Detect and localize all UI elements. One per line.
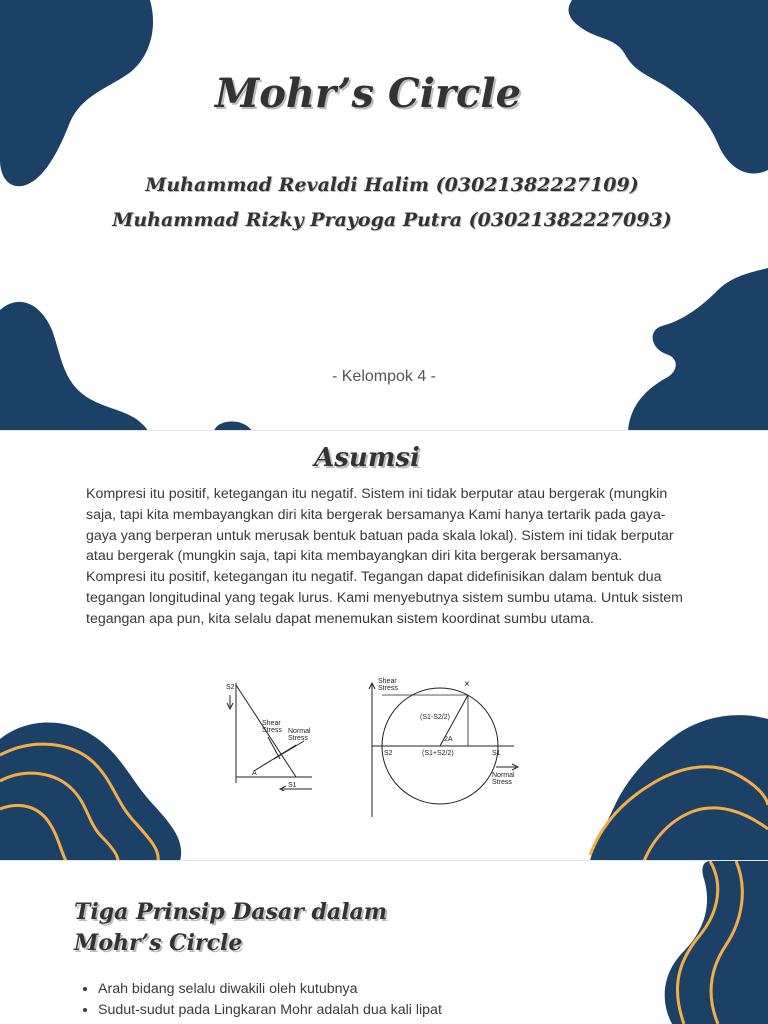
shear-stress-label: Stress	[262, 727, 282, 734]
paragraph: Kompresi itu positif, ketegangan itu negatif. Sistem ini tidak berputar atau bergerak (mungkin saja, tapi kita membayangkan diri kita bergerak bersamanya Kami hanya tertarik pada gaya-gaya yang berperan untuk merusak bentuk batuan pada skala lokal). Sistem ini tidak berputar atau bergerak (mungkin saja, tapi kita membayangkan diri kita bergerak bersamanya. Kompresi itu positif, ketegangan itu negatif. Tegangan dapat didefinisikan dalam bentuk dua tegangan longitudinal yang tegak lurus. Kami menyebutnya sistem sumbu utama. Untuk sistem tegangan apa pun, kita selalu dapat menemukan sistem koordinat sumbu utama.	[86, 486, 683, 627]
author-name: Muhammad Revaldi Halim (03021382227109)	[145, 174, 639, 196]
author-name: Muhammad Rizky Prayoga Putra (03021382227093)	[112, 209, 672, 231]
assumptions-slide	[0, 431, 768, 861]
list-item: • Sudut-sudut pada Lingkaran Mohr adalah dua kali lipat	[98, 1000, 442, 1021]
center-label: (S1+S2/2)	[422, 750, 454, 757]
principles-list	[80, 979, 442, 1021]
blob-contour-right	[584, 711, 768, 861]
blob-bottom-left	[0, 290, 260, 431]
two-a-label: 2A	[444, 736, 453, 743]
s2-label: S2	[384, 750, 393, 757]
cover-slide	[0, 0, 768, 431]
title-line: Tiga Prinsip Dasar dalam	[74, 899, 388, 925]
angle-label: A	[252, 770, 257, 777]
group-label: - Kelompok 4 -	[331, 368, 437, 385]
s1-label: S1	[492, 750, 501, 757]
stress-plane-diagram	[222, 679, 322, 791]
s1-label: S1	[288, 782, 297, 789]
shear-stress-label: Shear	[378, 678, 397, 685]
section-title: Asumsi	[314, 443, 420, 473]
circle-point-marker: ×	[464, 679, 470, 690]
shear-stress-label: Shear	[262, 720, 281, 727]
normal-stress-label: Normal	[492, 772, 515, 779]
shear-stress-label: Stress	[378, 685, 398, 692]
title-line: Mohr’s Circle	[74, 930, 243, 956]
blob-contour-right	[600, 861, 768, 1024]
radius-label: (S1-S2/2)	[420, 714, 450, 721]
normal-stress-label: Normal	[288, 728, 311, 735]
list-item: • Arah bidang selalu diwakili oleh kutubnya	[98, 979, 442, 1000]
blob-bottom-right	[620, 268, 768, 431]
blob-contour-left	[0, 717, 190, 861]
slide-title: Mohr’s Circle	[214, 70, 522, 117]
normal-stress-label: Stress	[288, 735, 308, 742]
principles-slide	[0, 861, 768, 1024]
normal-stress-label: Stress	[492, 779, 512, 786]
mohr-circle-diagram	[368, 671, 528, 821]
section-title	[74, 897, 387, 959]
s2-label: S2	[226, 684, 235, 691]
